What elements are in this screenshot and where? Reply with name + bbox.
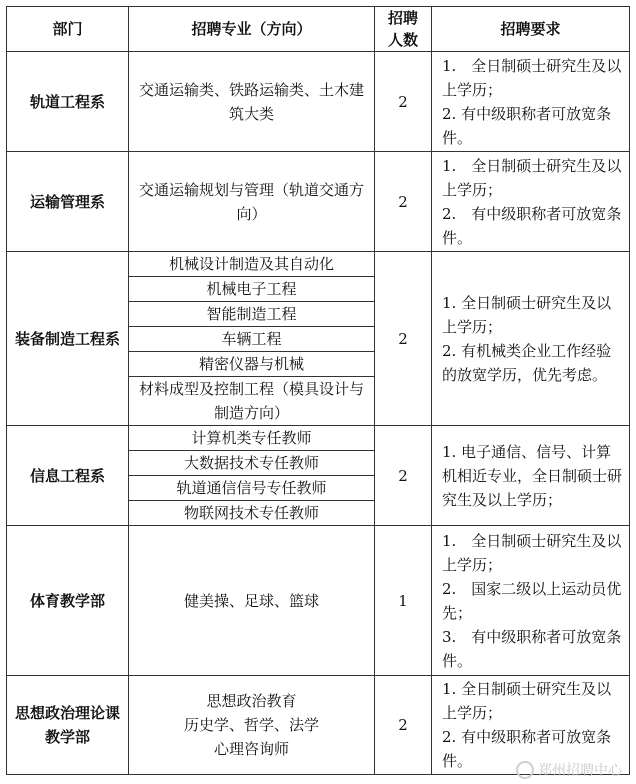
req-item: 1. 电子通信、信号、计算机相近专业，全日制硕士研究生及以上学历； bbox=[442, 442, 623, 509]
req-item: 2. 有中级职称者可放宽条件。 bbox=[442, 728, 612, 770]
major-cell: 车辆工程 bbox=[129, 327, 375, 352]
dept-cell: 装备制造工程系 bbox=[7, 252, 129, 426]
req-item: 2. 国家二级以上运动员优先； bbox=[442, 579, 622, 622]
major-line: 心理咨询师 bbox=[213, 740, 289, 758]
req-cell bbox=[432, 252, 630, 426]
dept-cell: 信息工程系 bbox=[7, 426, 129, 526]
major-cell: 智能制造工程 bbox=[129, 302, 375, 327]
major-cell: 计算机类专任教师 bbox=[129, 426, 375, 451]
req-item: 2. 有机械类企业工作经验的放宽学历，优先考虑。 bbox=[442, 341, 612, 384]
dept-cell: 思想政治理论课教学部 bbox=[7, 676, 129, 775]
major-cell: 交通运输类、铁路运输类、土木建筑大类 bbox=[129, 52, 375, 152]
header-req: 招聘要求 bbox=[432, 7, 630, 52]
watermark-text: 郑州招聘中心 bbox=[538, 763, 622, 779]
count-cell: 2 bbox=[375, 252, 432, 426]
header-dept: 部门 bbox=[7, 7, 129, 52]
req-item: 2. 有中级职称者可放宽条件。 bbox=[442, 204, 622, 247]
major-cell: 机械设计制造及其自动化 bbox=[129, 252, 375, 277]
major-cell: 轨道通信信号专任教师 bbox=[129, 476, 375, 501]
major-line: 思想政治教育 bbox=[206, 692, 297, 710]
req-item: 2. 有中级职称者可放宽条件。 bbox=[442, 104, 612, 147]
major-cell: 健美操、足球、篮球 bbox=[129, 526, 375, 676]
table-row bbox=[7, 526, 630, 676]
wechat-icon bbox=[516, 761, 534, 779]
major-cell: 大数据技术专任教师 bbox=[129, 451, 375, 476]
req-cell bbox=[432, 526, 630, 676]
watermark bbox=[516, 760, 622, 780]
header-major: 招聘专业（方向） bbox=[129, 7, 375, 52]
count-cell: 2 bbox=[375, 426, 432, 526]
recruitment-table bbox=[6, 6, 630, 775]
major-line: 历史学、哲学、法学 bbox=[183, 716, 319, 734]
table-row bbox=[7, 52, 630, 152]
count-cell: 1 bbox=[375, 526, 432, 676]
major-cell: 物联网技术专任教师 bbox=[129, 501, 375, 526]
header-row bbox=[7, 7, 630, 52]
dept-cell: 体育教学部 bbox=[7, 526, 129, 676]
count-cell: 2 bbox=[375, 52, 432, 152]
req-item: 1. 全日制硕士研究生及以上学历； bbox=[442, 156, 622, 199]
major-cell bbox=[129, 676, 375, 775]
table-row bbox=[7, 152, 630, 252]
dept-cell: 运输管理系 bbox=[7, 152, 129, 252]
header-count-line1: 招聘 bbox=[387, 9, 418, 27]
req-item: 1. 全日制硕士研究生及以上学历； bbox=[442, 56, 622, 99]
major-cell: 交通运输规划与管理（轨道交通方向） bbox=[129, 152, 375, 252]
req-item: 1. 全日制硕士研究生及以上学历； bbox=[442, 293, 612, 336]
major-cell: 精密仪器与机械 bbox=[129, 352, 375, 377]
dept-cell: 轨道工程系 bbox=[7, 52, 129, 152]
major-cell: 材料成型及控制工程（模具设计与制造方向） bbox=[129, 377, 375, 426]
req-item: 3. 有中级职称者可放宽条件。 bbox=[442, 627, 622, 670]
req-cell bbox=[432, 152, 630, 252]
req-item: 1. 全日制硕士研究生及以上学历； bbox=[442, 680, 612, 722]
count-cell: 2 bbox=[375, 676, 432, 775]
major-cell: 机械电子工程 bbox=[129, 277, 375, 302]
count-cell: 2 bbox=[375, 152, 432, 252]
req-cell bbox=[432, 52, 630, 152]
header-count-line2: 人数 bbox=[387, 31, 418, 49]
table-row bbox=[7, 252, 630, 277]
req-item: 1. 全日制硕士研究生及以上学历； bbox=[442, 531, 622, 574]
req-cell bbox=[432, 426, 630, 526]
table-row bbox=[7, 426, 630, 451]
header-count bbox=[375, 7, 432, 52]
